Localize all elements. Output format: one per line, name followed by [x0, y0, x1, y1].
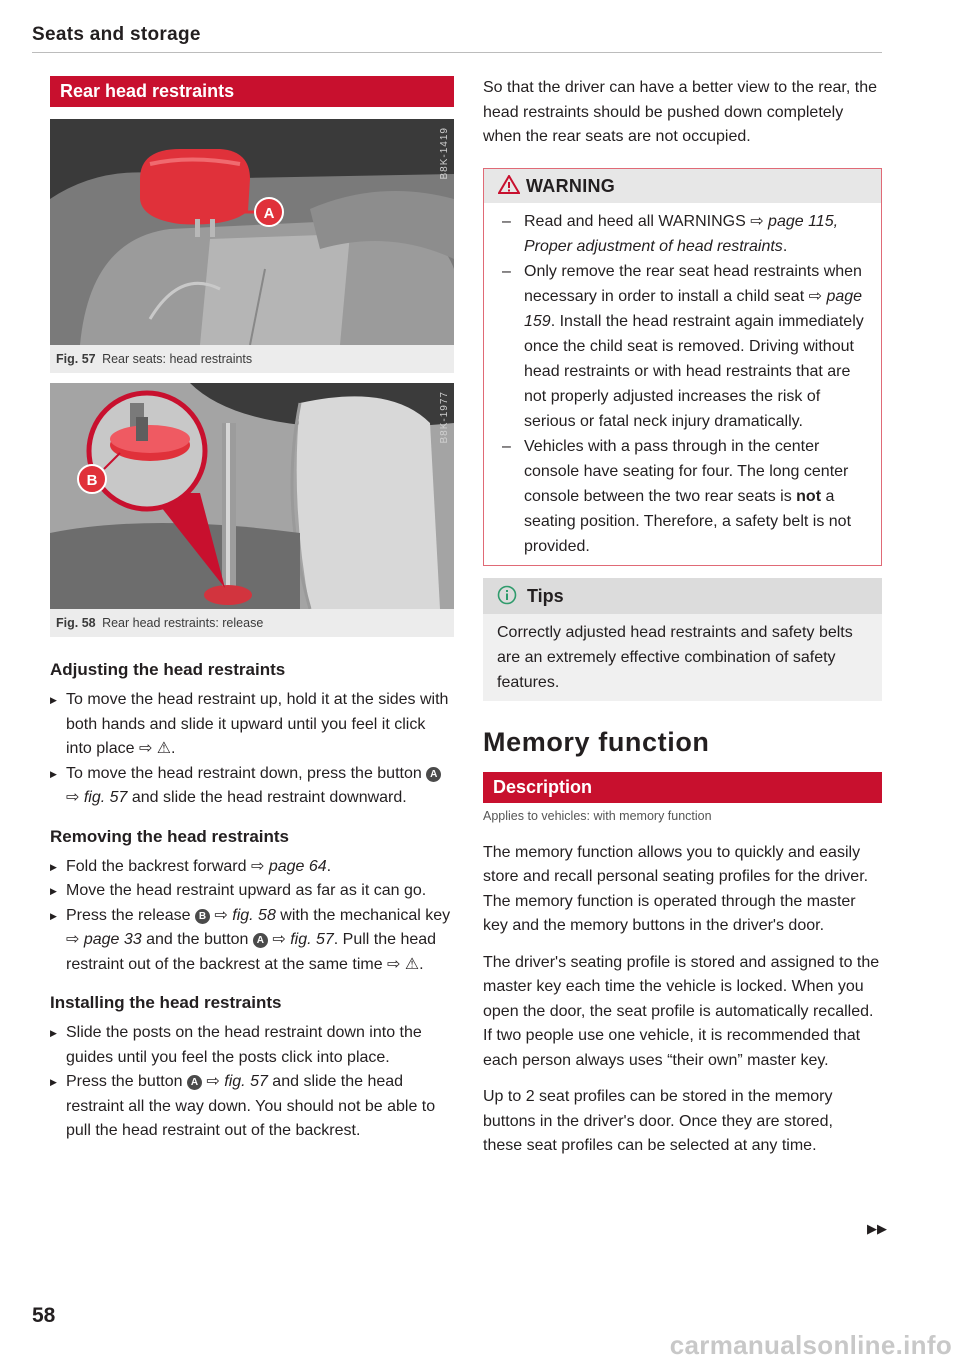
emphasis: not: [796, 487, 822, 505]
right-column: [483, 76, 882, 1159]
button-a-symbol: A: [426, 767, 441, 782]
step-text: . Pull the head restraint out of the backrest at the same time: [66, 931, 437, 973]
memory-paragraph-2: The driver's seating profile is stored and assigned to the master key each time the vehicle is locked. When you open the door, the seat profile is automatically recalled. If two people use one vehicle, it is recommended that each person always uses “their own” master key.: [483, 953, 880, 1069]
list-item: [50, 762, 454, 811]
list-item: [50, 688, 454, 762]
list-item: [498, 434, 867, 559]
callout-b: B: [86, 472, 98, 489]
page-number: 58: [32, 1304, 56, 1327]
cross-reference-link[interactable]: ⇨ fig. 57: [66, 789, 128, 806]
cross-reference-link[interactable]: ⇨ ⚠: [387, 955, 420, 973]
step-text: with the mechanical key: [275, 906, 451, 924]
cross-reference-link[interactable]: ⇨ fig. 58: [214, 906, 276, 924]
figure-label: Fig. 58: [56, 616, 96, 630]
step-text: Press the release: [66, 906, 195, 924]
section-bar-rear-head-restraints: Rear head restraints: [50, 76, 454, 107]
list-item: [498, 259, 867, 434]
section-bar-description: Description: [483, 772, 882, 803]
heading-installing: Installing the head restraints: [50, 993, 282, 1012]
figure-code: B8K-1419: [439, 127, 450, 180]
warning-text: Vehicles with a pass through in the center console have seating for four. The long center console between the two rear seats is: [524, 437, 849, 505]
warning-text: .: [782, 237, 788, 255]
intro-paragraph: So that the driver can have a better view to the rear, the head restraints should be pushed down completely when the rear seats are not occupied.: [483, 79, 878, 145]
cross-reference-link[interactable]: ⇨ page 159: [524, 287, 863, 330]
button-a-symbol: A: [253, 933, 268, 948]
removing-steps: [50, 855, 454, 978]
list-item: ▶ Move the head restraint upward as far as it can go.: [50, 879, 454, 904]
step-text: To move the head restraint up, hold it at the sides with both hands and slide it upward until you feel it click into place: [66, 691, 449, 757]
tips-text: Correctly adjusted head restraints and safety belts are an extremely effective combination of safety features.: [497, 623, 853, 691]
memory-paragraph-3: Up to 2 seat profiles can be stored in the memory buttons in the driver's door. Once they are stored, these seat profiles can be selected at any time.: [483, 1088, 833, 1154]
cross-reference-link[interactable]: ⇨ page 115, Proper adjustment of head restraints: [524, 212, 839, 255]
warning-box: [483, 168, 882, 566]
callout-a: A: [263, 205, 275, 222]
step-text: .: [419, 955, 424, 973]
warning-triangle-icon: [498, 175, 520, 194]
list-item: [498, 209, 867, 259]
memory-paragraph-1: The memory function allows you to quickly and easily store and recall personal seating profiles for the driver. The memory function is operated through the master key and the memory buttons in the driver's door.: [483, 843, 869, 934]
warning-header: [484, 169, 881, 203]
heading-adjusting: Adjusting the head restraints: [50, 660, 286, 679]
heading-removing: Removing the head restraints: [50, 826, 290, 846]
step-text: and slide the head restraint all the way down. You should not be able to pull the head restraint out of the backrest.: [66, 1073, 436, 1139]
adjusting-steps: [50, 688, 454, 811]
warning-body: [484, 203, 881, 565]
figure-caption-text: Rear head restraints: release: [102, 616, 264, 630]
tips-box: [483, 578, 882, 701]
warning-text: Read and heed all WARNINGS: [524, 212, 751, 230]
step-text: Press the button: [66, 1073, 187, 1090]
step-text: .: [171, 740, 176, 757]
left-column: [50, 76, 454, 1144]
tips-title: Tips: [527, 585, 564, 606]
list-item: [50, 904, 454, 978]
warning-text: . Install the head restraint again immediately once the child seat is removed. Driving without head restraints or with head restraints that are not properly adjusted increases the risk of serious or fatal neck injury dramatically.: [524, 312, 864, 430]
figure-57: [50, 119, 454, 345]
watermark: carmanualsonline.info: [669, 1330, 952, 1360]
step-text: and the button: [141, 931, 253, 948]
step-text: Fold the backrest forward: [66, 857, 251, 875]
rear-seats-illustration: [50, 119, 454, 345]
figure-58: [50, 383, 454, 609]
warning-text: Only remove the rear seat head restraints when necessary in order to install a child seat: [524, 262, 862, 305]
list-item: [50, 1070, 454, 1144]
step-text: To move the head restraint down, press the button: [66, 764, 427, 782]
figure-57-caption: [50, 345, 454, 373]
header-rule: [32, 52, 882, 53]
cross-reference-link[interactable]: ⇨ page 33: [66, 931, 142, 948]
info-circle-icon: [497, 585, 517, 605]
cross-reference-link[interactable]: ⇨ fig. 57: [206, 1073, 268, 1090]
warning-text: a seating position. Therefore, a safety belt is not provided.: [524, 487, 852, 555]
cross-reference-link[interactable]: ⇨ page 64: [250, 857, 327, 875]
list-item: [50, 855, 454, 880]
running-header: Seats and storage: [32, 24, 201, 45]
applies-to-note: Applies to vehicles: with memory function: [483, 808, 712, 823]
cross-reference-link[interactable]: ⇨ ⚠: [138, 740, 172, 757]
cross-reference-link[interactable]: ⇨ fig. 57: [272, 931, 334, 948]
step-text: and slide the head restraint downward.: [127, 789, 407, 806]
warning-title: WARNING: [526, 175, 616, 196]
warning-list: [498, 209, 867, 559]
list-item: ▶ Slide the posts on the head restraint down into the guides until you feel the posts click into place.: [50, 1021, 454, 1070]
figure-caption-text: Rear seats: head restraints: [102, 352, 253, 366]
continue-arrow-icon: ▶▶: [867, 1221, 887, 1236]
step-text: .: [326, 857, 332, 875]
head-restraint-release-illustration: [50, 383, 454, 609]
button-a-symbol: A: [187, 1075, 202, 1090]
installing-steps: [50, 1021, 454, 1144]
memory-function-title: Memory function: [483, 726, 710, 757]
figure-58-caption: [50, 609, 454, 637]
button-b-symbol: B: [195, 909, 210, 924]
tips-header: [483, 578, 882, 614]
figure-label: Fig. 57: [56, 352, 96, 366]
figure-code: B8K-1977: [439, 391, 450, 444]
